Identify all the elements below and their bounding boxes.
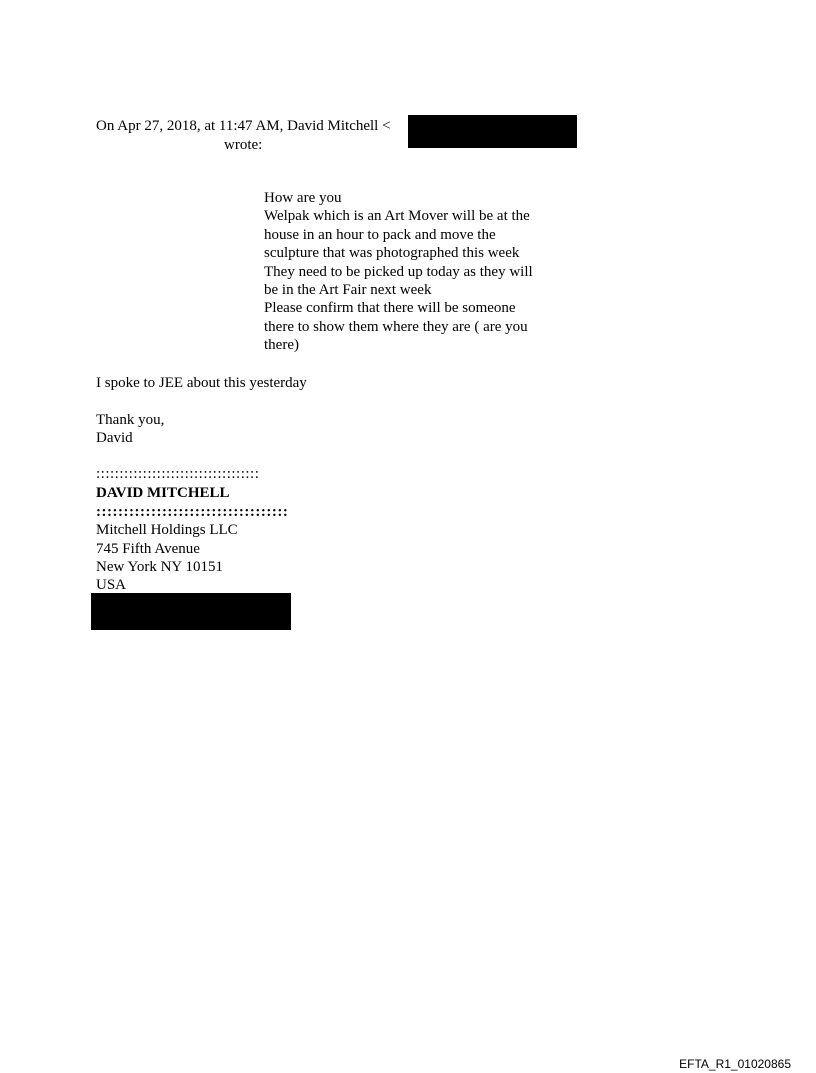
quoted-line: there to show them where they are ( are you <box>264 318 528 335</box>
body-note: I spoke to JEE about this yesterday <box>96 375 307 391</box>
quoted-line: sculpture that was photographed this week <box>264 245 520 262</box>
quoted-line: Welpak which is an Art Mover will be at the <box>264 208 530 225</box>
signoff-name: David <box>96 430 133 446</box>
quoted-line: be in the Art Fair next week <box>264 281 432 298</box>
closing-line: Thank you, <box>96 412 165 428</box>
signature-country: USA <box>96 577 127 593</box>
quoted-line: there) <box>264 337 299 354</box>
quoted-line: How are you <box>264 190 342 206</box>
reply-header-wrote: wrote: <box>224 137 263 153</box>
signature-separator-top: ::::::::::::::::::::::::::::::::::: <box>96 466 260 482</box>
signature-street: 745 Fifth Avenue <box>96 541 200 557</box>
redaction-box-email <box>408 115 577 148</box>
redaction-box-contact <box>91 593 291 630</box>
quoted-line: house in an hour to pack and move the <box>264 226 496 243</box>
signature-name: DAVID MITCHELL <box>96 485 230 501</box>
quoted-message <box>264 189 533 355</box>
quoted-line: Please confirm that there will be someone <box>264 300 516 317</box>
document-id: EFTA_R1_01020865 <box>679 1057 791 1071</box>
signature-city: New York NY 10151 <box>96 559 223 575</box>
signature-company: Mitchell Holdings LLC <box>96 522 238 538</box>
quoted-line: They need to be picked up today as they will <box>264 263 533 280</box>
signature-separator-bottom: ::::::::::::::::::::::::::::::::::: <box>96 504 289 520</box>
reply-header-line: On Apr 27, 2018, at 11:47 AM, David Mitchell < <box>96 118 391 134</box>
